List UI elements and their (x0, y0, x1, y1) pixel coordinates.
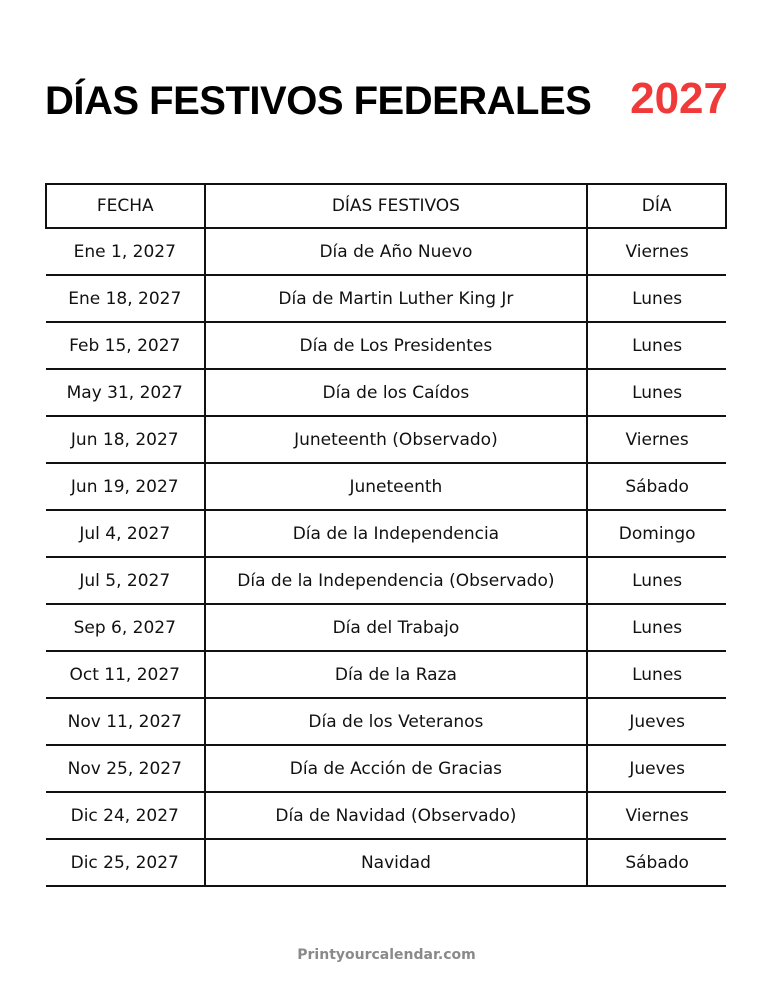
date-cell: Jul 5, 2027 (46, 557, 205, 604)
holiday-cell: Día de la Raza (205, 651, 588, 698)
holiday-cell: Día de los Caídos (205, 369, 588, 416)
weekday-cell: Lunes (587, 369, 726, 416)
date-cell: Jun 18, 2027 (46, 416, 205, 463)
holidays-table (45, 183, 727, 887)
holiday-cell: Navidad (205, 839, 588, 886)
footer-website: Printyourcalendar.com (297, 947, 476, 963)
table-row (46, 510, 726, 557)
holiday-cell: Día de Los Presidentes (205, 322, 588, 369)
table-row (46, 228, 726, 275)
holiday-cell: Día de Año Nuevo (205, 228, 588, 275)
holiday-cell: Día de Navidad (Observado) (205, 792, 588, 839)
weekday-cell: Jueves (587, 745, 726, 792)
weekday-cell: Sábado (587, 839, 726, 886)
holiday-cell: Día de la Independencia (205, 510, 588, 557)
weekday-cell: Lunes (587, 651, 726, 698)
date-cell: Nov 25, 2027 (46, 745, 205, 792)
holiday-cell: Día de la Independencia (Observado) (205, 557, 588, 604)
table-row (46, 463, 726, 510)
weekday-cell: Lunes (587, 604, 726, 651)
weekday-cell: Viernes (587, 416, 726, 463)
table-row (46, 792, 726, 839)
date-cell: Jul 4, 2027 (46, 510, 205, 557)
date-cell: Sep 6, 2027 (46, 604, 205, 651)
date-cell: Oct 11, 2027 (46, 651, 205, 698)
table-row (46, 275, 726, 322)
holiday-cell: Juneteenth (205, 463, 588, 510)
weekday-cell: Viernes (587, 792, 726, 839)
date-cell: Dic 24, 2027 (46, 792, 205, 839)
table-row (46, 651, 726, 698)
holiday-cell: Día de los Veteranos (205, 698, 588, 745)
holiday-cell: Día de Martin Luther King Jr (205, 275, 588, 322)
weekday-cell: Viernes (587, 228, 726, 275)
table-row (46, 322, 726, 369)
table-row (46, 557, 726, 604)
table-row (46, 416, 726, 463)
date-cell: Feb 15, 2027 (46, 322, 205, 369)
weekday-cell: Lunes (587, 322, 726, 369)
holiday-cell: Día de Acción de Gracias (205, 745, 588, 792)
weekday-cell: Lunes (587, 275, 726, 322)
table-row (46, 698, 726, 745)
column-header-dia: DÍA (587, 184, 726, 228)
table-row (46, 839, 726, 886)
year-label: 2027 (630, 74, 728, 123)
table-row (46, 604, 726, 651)
weekday-cell: Lunes (587, 557, 726, 604)
weekday-cell: Domingo (587, 510, 726, 557)
table-row (46, 745, 726, 792)
table-row (46, 369, 726, 416)
date-cell: May 31, 2027 (46, 369, 205, 416)
weekday-cell: Jueves (587, 698, 726, 745)
date-cell: Ene 18, 2027 (46, 275, 205, 322)
table-header-row (46, 184, 726, 228)
date-cell: Dic 25, 2027 (46, 839, 205, 886)
column-header-fecha: FECHA (46, 184, 205, 228)
holiday-cell: Día del Trabajo (205, 604, 588, 651)
date-cell: Nov 11, 2027 (46, 698, 205, 745)
date-cell: Jun 19, 2027 (46, 463, 205, 510)
holiday-cell: Juneteenth (Observado) (205, 416, 588, 463)
weekday-cell: Sábado (587, 463, 726, 510)
column-header-festivos: DÍAS FESTIVOS (205, 184, 588, 228)
page-title: DÍAS FESTIVOS FEDERALES (45, 79, 592, 123)
date-cell: Ene 1, 2027 (46, 228, 205, 275)
